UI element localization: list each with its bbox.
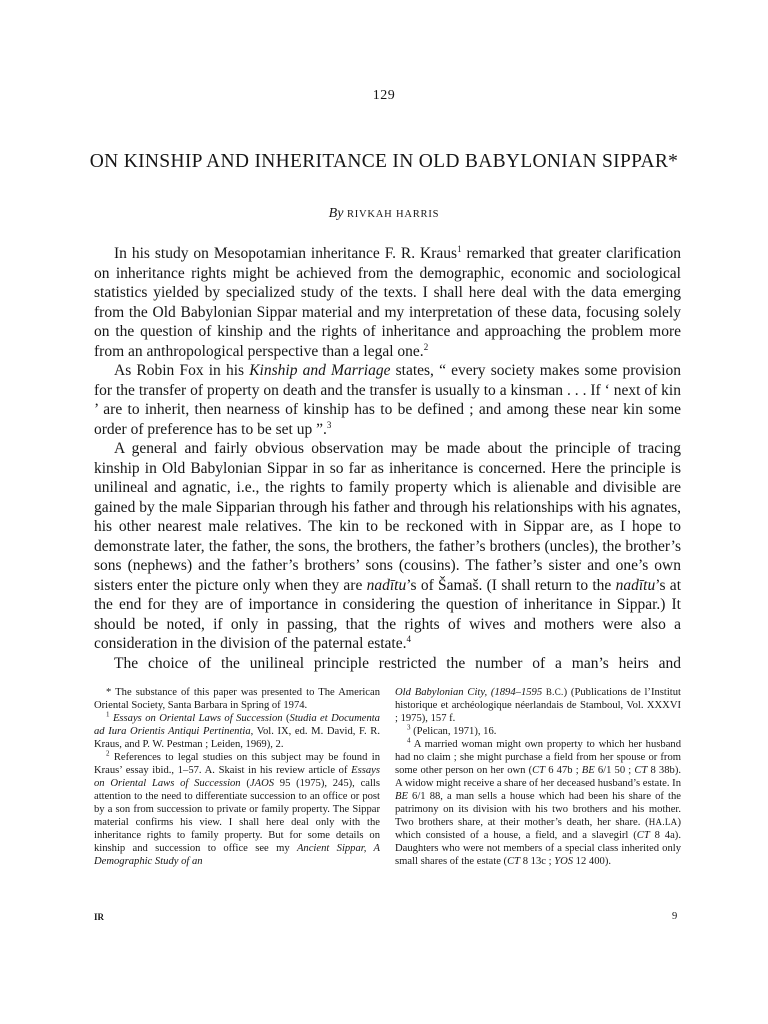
footnote-text: A married woman might own property to which her husband had no claim ; she might purchase a field from her spouse or from some other person on her own ( (395, 739, 681, 776)
footnote-ref-2: 2 (423, 341, 429, 352)
footnote-text: 6 47b ; (545, 765, 582, 776)
footnote-text: ( (240, 778, 250, 789)
footnote-italic: BE (581, 765, 595, 776)
text-run: In his study on Mesopotamian inheritance F. R. Kraus (114, 245, 458, 262)
footnote-text: ) which consisted of a house, a field, and a slavegirl ( (395, 817, 681, 841)
footnote-small-caps: B.C. (542, 687, 564, 697)
footnote-4 (395, 738, 681, 868)
footnote-italic: Studia et Documenta ad Iura Orientis Antiqui Pertinentia (94, 713, 380, 737)
footnotes-right-column (395, 686, 681, 868)
footnotes (94, 686, 681, 868)
footnote-italic: Essays on Oriental Laws of Succession (112, 713, 283, 724)
footnote-number: 2 (106, 749, 110, 758)
footnote-2-continued (395, 686, 681, 725)
footnote-ref-3: 3 (326, 419, 332, 430)
article-title: ON KINSHIP AND INHERITANCE IN OLD BABYLONIAN SIPPAR* (89, 151, 679, 172)
footnote-small-caps: HA.LA (648, 817, 678, 827)
footnote-text: 12 400). (573, 856, 611, 867)
body-text (94, 244, 681, 673)
footnote-number: 1 (106, 710, 110, 719)
text-run: states, “ every society makes some provision for the transfer of property on death and the transfer is usually to a kinsman . . . If ‘ next of kin ’ are to inherit, then nearness of kinship has to be defined ; and among these near kin some order of preference has to be set up ”. (94, 362, 681, 438)
signature-mark: IR (94, 912, 105, 922)
page-number: 129 (372, 88, 396, 103)
footnote-text: (Pelican, 1971), 16. (410, 726, 497, 737)
footnote-text: 6/1 88, a man sells a house which had been his share of the patrimony on its division with his two brothers and his mother. Two brothers share, at their mother’s death, her share. ( (395, 791, 681, 828)
footnote-2 (94, 751, 380, 868)
book-title: Kinship and Marriage (249, 362, 391, 379)
footnote-text: * The substance of this paper was presented to The American Oriental Society, Santa Barbara in Spring of 1974. (94, 687, 380, 711)
footnote-italic: CT (634, 765, 648, 776)
footnote-italic: Essays on Oriental Laws of Succession (94, 765, 380, 789)
author-name: RIVKAH HARRIS (346, 209, 440, 220)
text-run: A general and fairly obvious observation may be made about the principle of tracing kinship in Old Babylonian Sippar in so far as inheritance is concerned. Here the principle is unilineal and agnatic, i.e., the rights to family property which is alienable and divisible are gained by the male Sipparian through his father and through his relationships with his agnates, his other nearest male relatives. The kin to be reckoned with in Sippar are, as I hope to demonstrate later, the father, the sons, the brothers, the father’s brothers (uncles), the brother’s sons (nephews) and the father’s brothers’ sons (cousins). The father’s sister and one’s own sisters enter the picture only when they are (94, 440, 681, 594)
paragraph-2 (94, 361, 681, 439)
footnote-italic: YOS (554, 856, 574, 867)
text-run: As Robin Fox in his (114, 362, 250, 379)
footnote-italic: BE (395, 791, 408, 802)
footnote-italic: Old Babylonian City, (1894–1595 (395, 687, 543, 698)
text-run: ’s of Šamaš. (I shall return to the (406, 576, 616, 594)
footnote-text: References to legal studies on this subject may be found in Kraus’ essay ibid., 1–57. A. Skaist in his review article of (94, 752, 380, 776)
byline (0, 206, 768, 222)
paragraph-4 (94, 654, 681, 674)
byline-prefix: By (328, 206, 344, 221)
footnote-italic: CT (507, 856, 521, 867)
footnote-italic: CT (636, 830, 650, 841)
footnote-ref-1: 1 (457, 243, 462, 254)
footnote-text: 8 38b). A widow might receive a share of her deceased husband’s estate. In (395, 765, 681, 789)
footnote-text: 8 13c ; (520, 856, 555, 867)
footnote-text: 8 4a). Daughters who were not members of a special class inherited only small shares of the estate ( (395, 830, 681, 867)
footnote-text: 6/1 50 ; (594, 765, 635, 776)
footnote-text: , Vol. IX, ed. M. David, F. R. Kraus, and P. W. Pestman ; Leiden, 1969), 2. (94, 726, 381, 750)
footnote-number: 3 (407, 723, 411, 732)
footnote-text: ( (282, 713, 290, 724)
footnote-star (94, 686, 380, 712)
footnotes-left-column (94, 686, 380, 868)
footnote-1 (94, 712, 380, 751)
text-run: The choice of the unilineal principle restricted the number of a man’s heirs and (114, 654, 681, 672)
footnote-italic: Ancient Sippar, A Demographic Study of an (94, 843, 380, 867)
footnote-ref-4: 4 (406, 633, 411, 644)
footnote-italic: CT (532, 765, 546, 776)
paragraph-1 (94, 244, 681, 361)
term-naditu: nadītu (615, 576, 656, 594)
footnote-number: 4 (407, 736, 411, 745)
text-run: ’s at the end for they are of importance in considering the question of inheritance in Sippar.) It should be noted, if only in passing, that the rights of wives and mothers were also a consideration in the division of the paternal estate. (94, 576, 681, 652)
footnote-text: 95 (1975), 245), calls attention to the need to differentiate succession to an office or post by a son from succession to private or family property. The Sippar material confirms his view. I shall here deal only with the inheritance rights to family property. But for some details on kinship and succession to office see my (94, 778, 380, 854)
signature-number: 9 (672, 911, 678, 922)
term-naditu: nadītu (366, 576, 407, 594)
footnote-italic: JAOS (249, 778, 275, 789)
text-run: remarked that greater clarification on inheritance rights might be achieved from the demographic, economic and sociological statistics yielded by specialized study of the texts. I shall here deal with the data emerging from the Old Babylonian Sippar material and my interpretation of these data, focusing solely on the question of kinship and the rights of inheritance and approaching the problem more from an anthropological perspective than a legal one. (94, 245, 681, 360)
footnote-text: ) (Publications de l’Institut historique et archéologique néerlandais de Stamboul, Vol. XXXVI ; 1975), 157 f. (395, 687, 681, 724)
footnote-3 (395, 725, 681, 738)
paragraph-3 (94, 439, 681, 654)
